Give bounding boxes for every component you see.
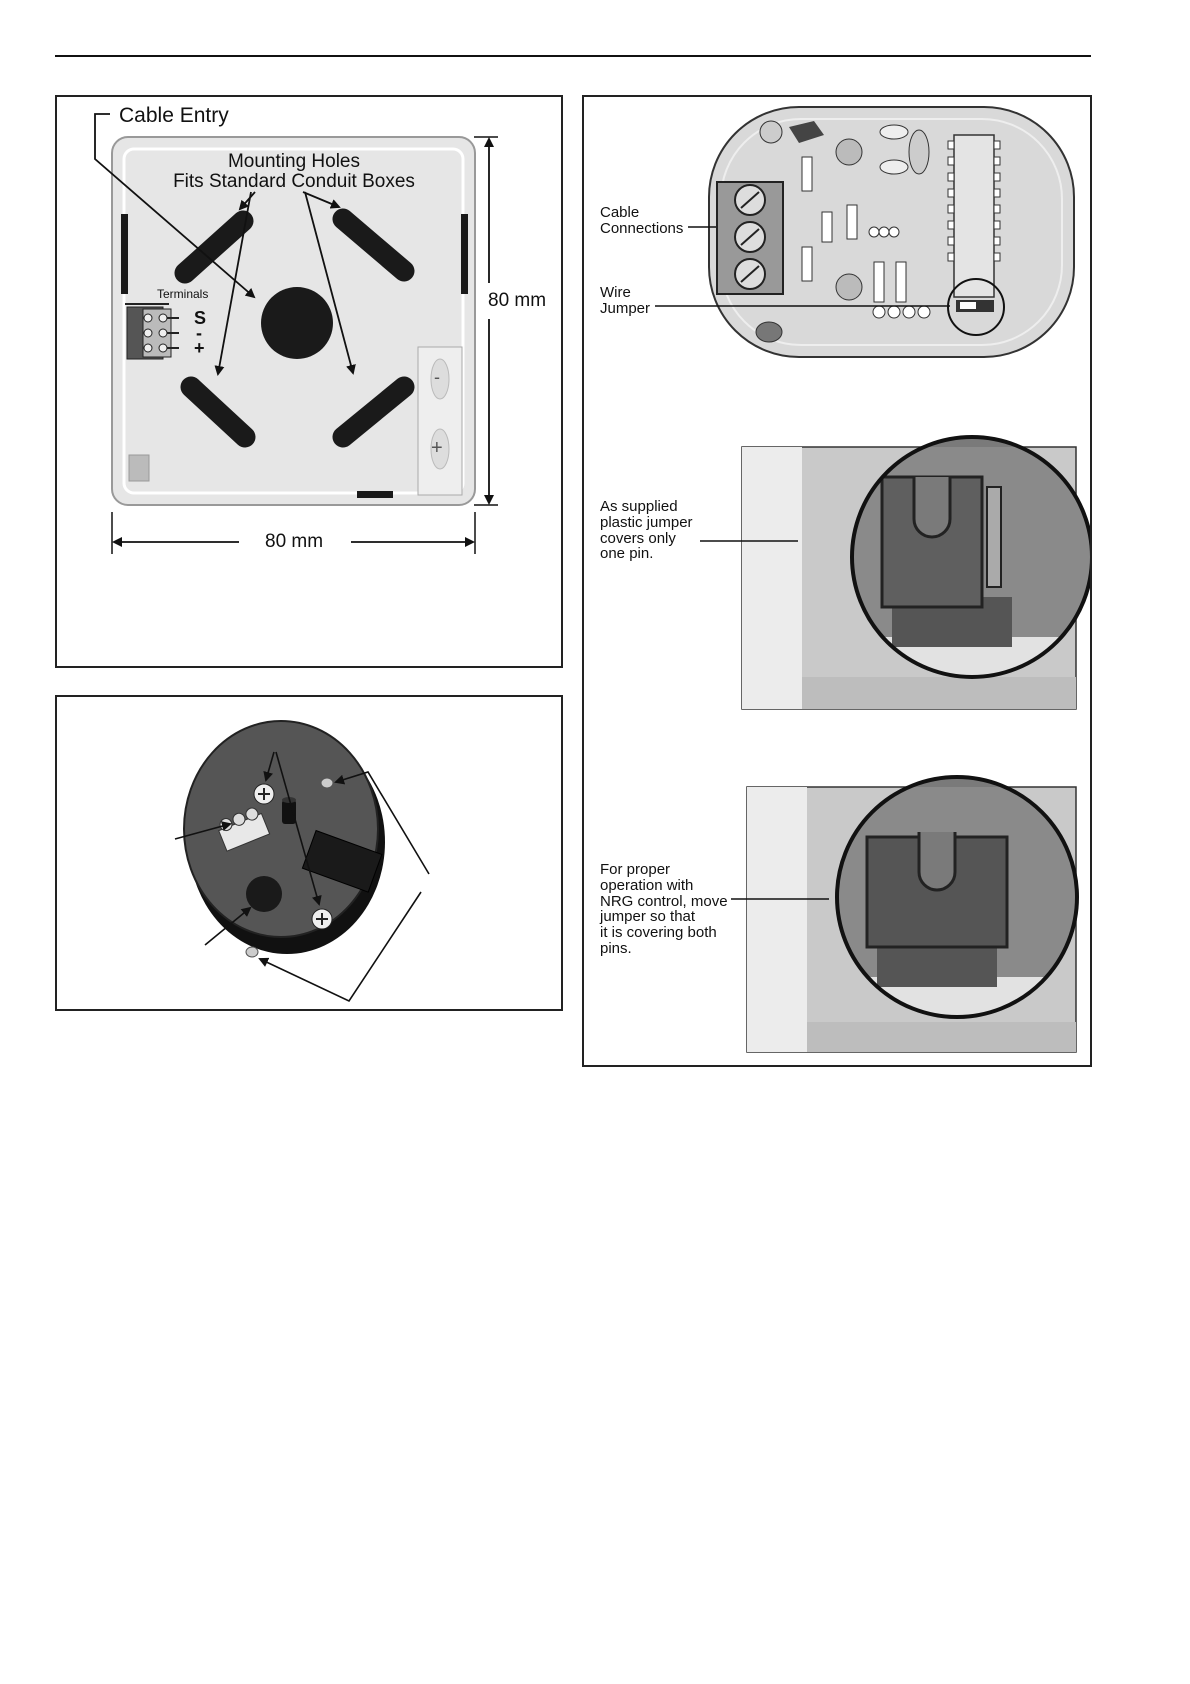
circuit-board-diagram	[582, 95, 1092, 1067]
jumper-both-pins-photo	[747, 777, 1087, 1052]
cable-entry-hole	[261, 287, 333, 359]
conduit-boxes-label: Fits Standard Conduit Boxes	[173, 171, 415, 192]
as-supplied-label: As supplied plastic jumper covers only one pin.	[600, 498, 693, 563]
round-sensor-diagram	[55, 695, 563, 1011]
side-slot-left	[121, 214, 128, 294]
jumper-one-pin-photo	[742, 437, 1092, 709]
cable-connections-label: Cable Connections	[600, 204, 684, 237]
side-slot-right	[461, 214, 468, 294]
terminal-minus-label: -	[196, 323, 202, 343]
battery-plus-label: +	[431, 437, 443, 459]
cable-entry-label: Cable Entry	[119, 104, 229, 127]
width-dimension-label: 80 mm	[265, 531, 324, 552]
mounting-holes-label: Mounting Holes	[227, 151, 361, 172]
top-rule	[55, 55, 1091, 57]
battery-minus-label: -	[434, 367, 440, 387]
round-sensor-drawing	[57, 697, 563, 1011]
terminal-plus-label: +	[194, 338, 205, 358]
proper-operation-label: For proper operation with NRG control, move jumper so that it is covering both pins.	[600, 861, 728, 957]
circuit-board	[709, 107, 1074, 357]
terminal-s-label: S	[194, 308, 207, 328]
terminals-label: Terminals	[157, 287, 209, 301]
bottom-slot	[357, 491, 393, 498]
sensor-base-diagram	[55, 95, 563, 668]
wire-jumper-label: Wire Jumper	[600, 284, 651, 317]
ic-chip	[954, 135, 994, 297]
height-dimension-label: 80 mm	[488, 290, 547, 311]
